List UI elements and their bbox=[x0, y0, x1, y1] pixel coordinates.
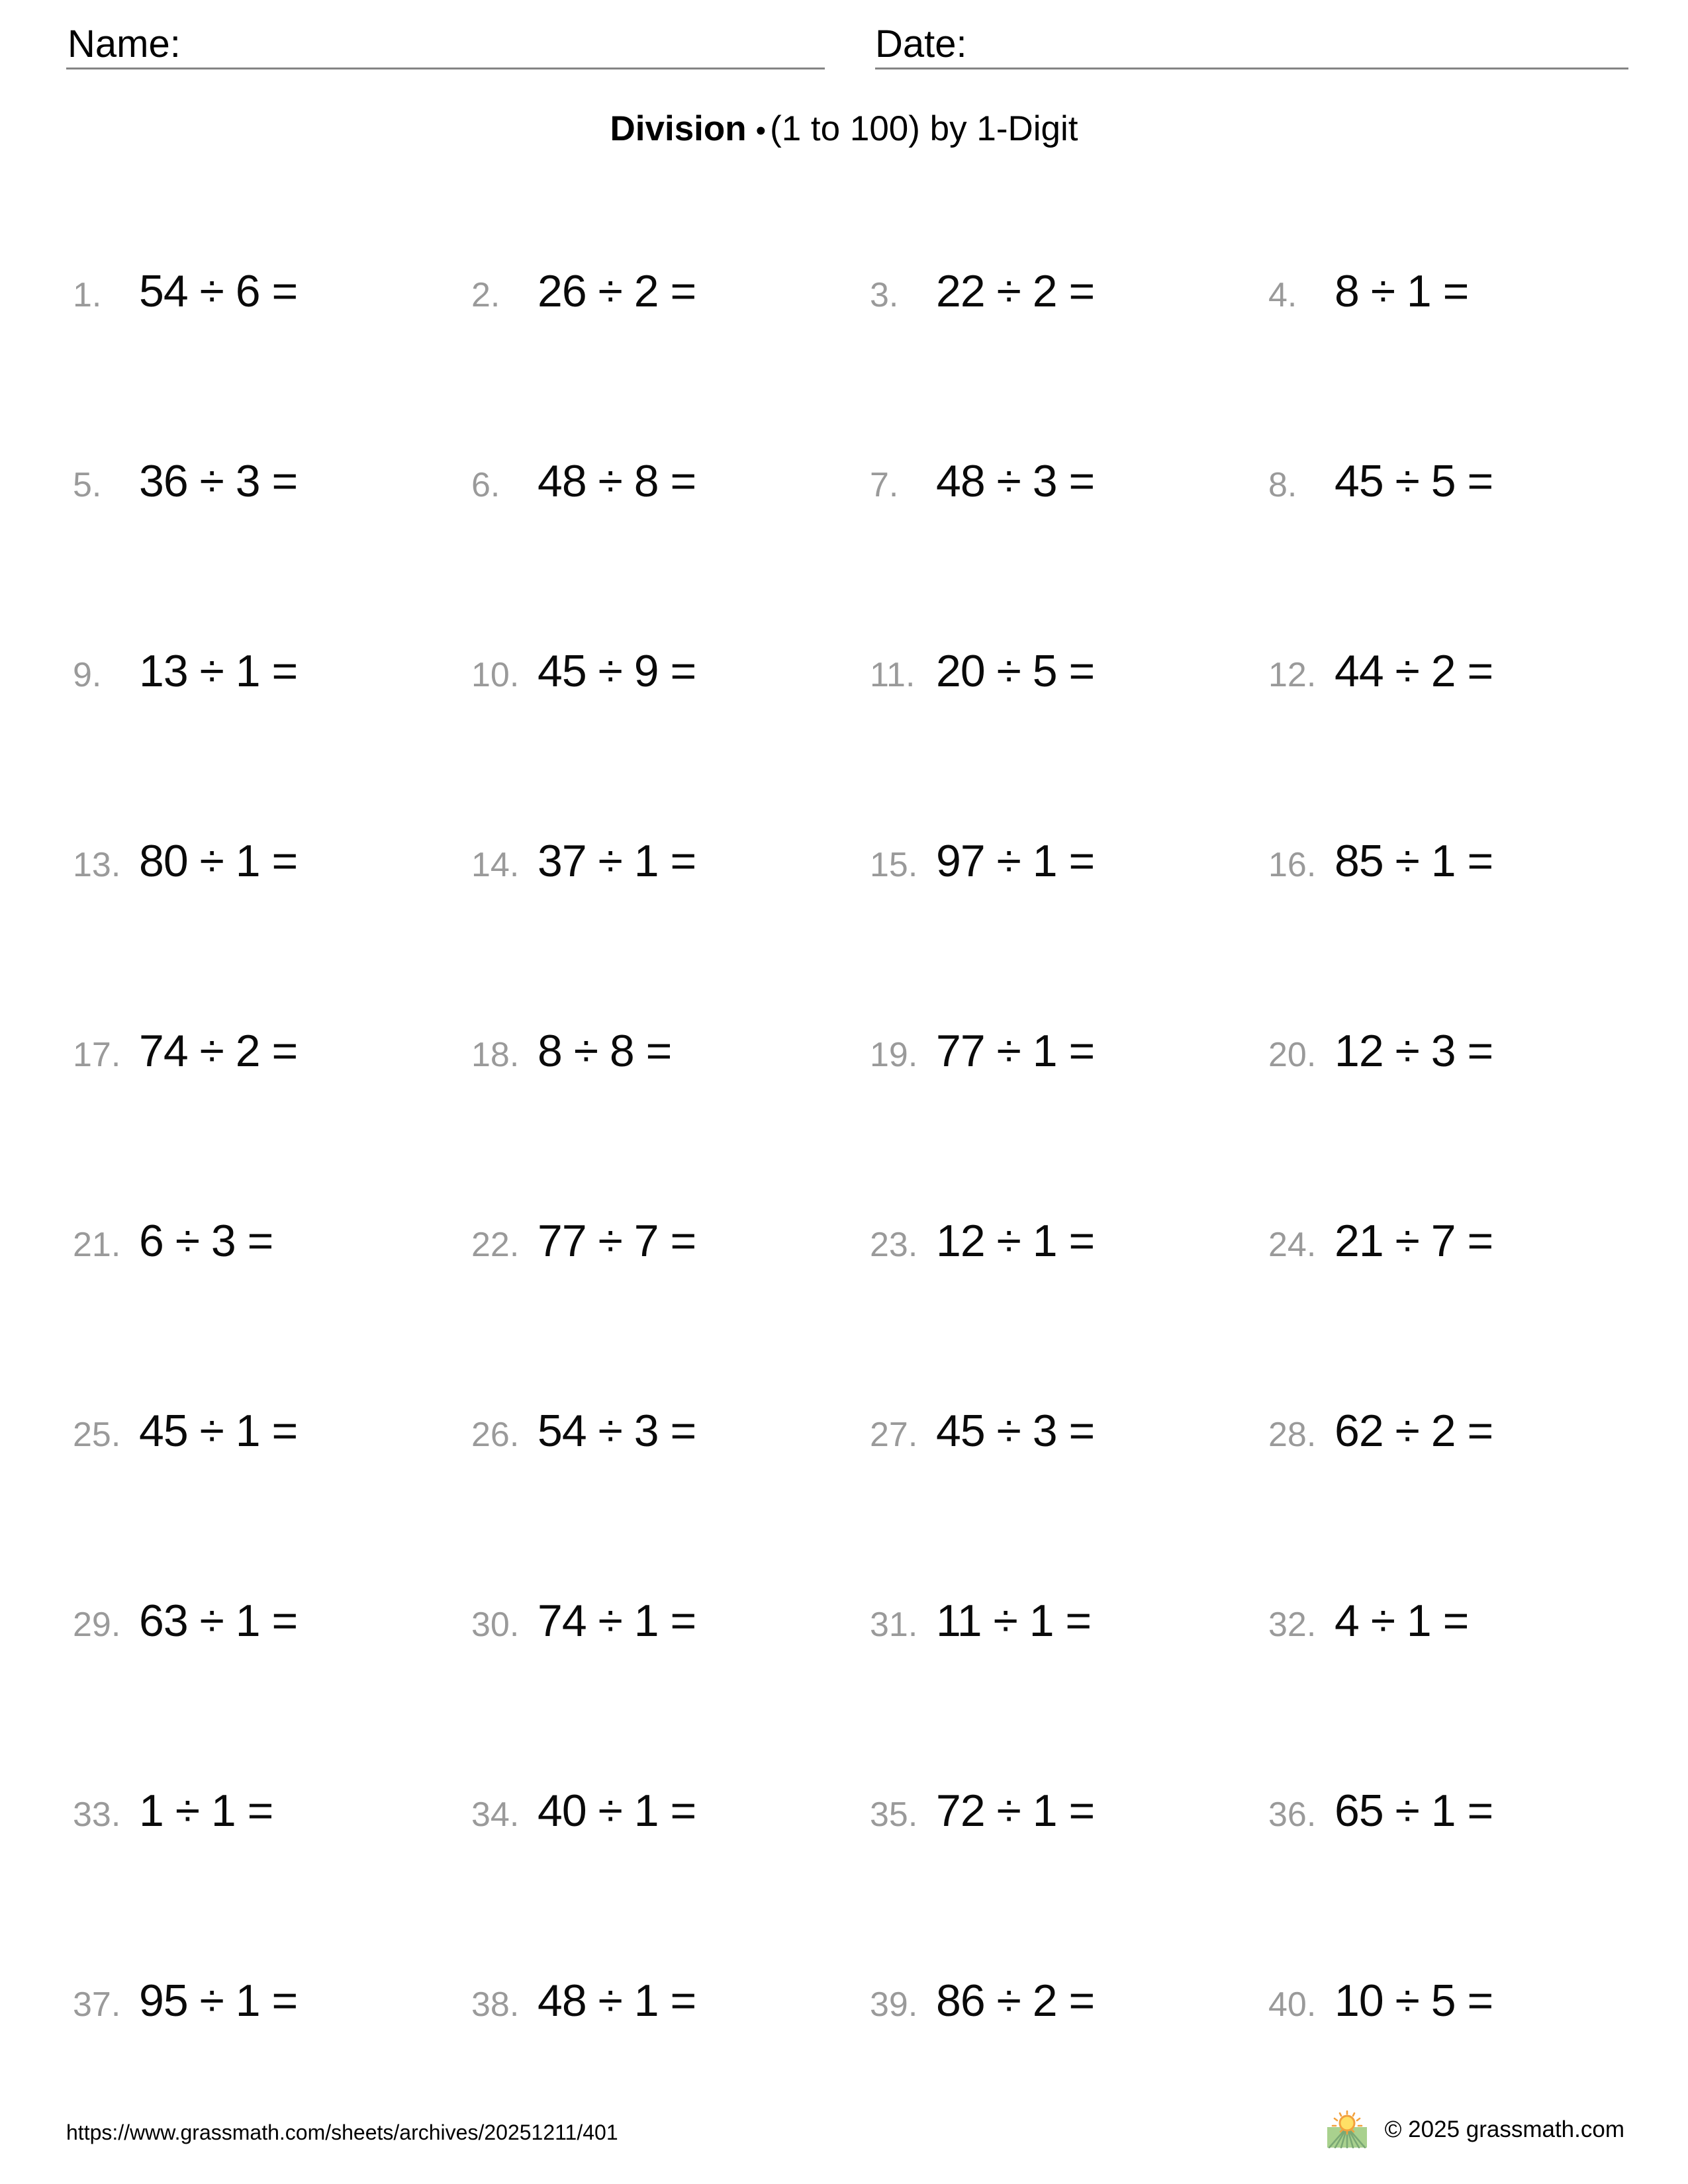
problem-cell bbox=[1268, 1400, 1667, 1590]
problem-cell bbox=[73, 450, 471, 640]
problem-number: 27. bbox=[870, 1416, 918, 1454]
problem-number: 24. bbox=[1268, 1226, 1317, 1264]
problem-cell bbox=[870, 1780, 1268, 1970]
problem-number: 1. bbox=[73, 276, 102, 314]
problem-expression: 40 ÷ 1 = bbox=[538, 1786, 696, 1836]
problem-cell bbox=[471, 1590, 870, 1780]
title-bullet: • bbox=[755, 114, 767, 147]
problem-expression: 6 ÷ 3 = bbox=[139, 1216, 273, 1266]
problem-expression: 13 ÷ 1 = bbox=[139, 646, 298, 696]
problem-expression: 1 ÷ 1 = bbox=[139, 1786, 273, 1836]
problem-number: 2. bbox=[471, 276, 500, 314]
problem-number: 22. bbox=[471, 1226, 520, 1264]
problem-number: 40. bbox=[1268, 1985, 1317, 2024]
problem-expression: 45 ÷ 5 = bbox=[1335, 456, 1493, 506]
problem-number: 26. bbox=[471, 1416, 520, 1454]
problem-cell bbox=[1268, 830, 1667, 1020]
date-label: Date: bbox=[875, 23, 967, 66]
problem-number: 18. bbox=[471, 1036, 520, 1074]
problem-cell bbox=[1268, 1780, 1667, 1970]
problems-grid bbox=[73, 260, 1667, 2160]
problem-cell bbox=[73, 1780, 471, 1970]
problem-expression: 97 ÷ 1 = bbox=[936, 836, 1095, 886]
problem-cell bbox=[471, 1780, 870, 1970]
date-blank-line bbox=[875, 68, 1628, 69]
problem-number: 13. bbox=[73, 846, 121, 884]
problem-expression: 48 ÷ 3 = bbox=[936, 456, 1095, 506]
problem-cell bbox=[870, 1400, 1268, 1590]
problem-number: 21. bbox=[73, 1226, 121, 1264]
problem-number: 9. bbox=[73, 656, 102, 694]
problem-number: 20. bbox=[1268, 1036, 1317, 1074]
problem-cell bbox=[870, 1210, 1268, 1400]
problem-expression: 11 ÷ 1 = bbox=[936, 1596, 1092, 1646]
problem-cell bbox=[870, 1590, 1268, 1780]
problem-number: 34. bbox=[471, 1796, 520, 1834]
problem-expression: 48 ÷ 8 = bbox=[538, 456, 696, 506]
problem-cell bbox=[471, 260, 870, 450]
problem-cell bbox=[870, 830, 1268, 1020]
worksheet-title-main: Division bbox=[610, 109, 747, 148]
problem-cell bbox=[1268, 1590, 1667, 1780]
problem-cell bbox=[870, 260, 1268, 450]
problem-expression: 20 ÷ 5 = bbox=[936, 646, 1095, 696]
problem-number: 29. bbox=[73, 1606, 121, 1644]
problem-cell bbox=[1268, 1210, 1667, 1400]
problem-number: 6. bbox=[471, 466, 500, 504]
problem-number: 5. bbox=[73, 466, 102, 504]
problem-cell bbox=[870, 450, 1268, 640]
problem-cell bbox=[73, 1400, 471, 1590]
problem-cell bbox=[471, 1210, 870, 1400]
problem-expression: 8 ÷ 1 = bbox=[1335, 266, 1469, 316]
problem-number: 4. bbox=[1268, 276, 1297, 314]
problem-cell bbox=[870, 1970, 1268, 2160]
problem-expression: 44 ÷ 2 = bbox=[1335, 646, 1493, 696]
problem-expression: 77 ÷ 1 = bbox=[936, 1026, 1095, 1076]
problem-number: 7. bbox=[870, 466, 899, 504]
problem-cell bbox=[1268, 450, 1667, 640]
name-blank-line bbox=[66, 68, 825, 69]
name-label: Name: bbox=[68, 23, 181, 66]
problem-number: 11. bbox=[870, 656, 915, 694]
problem-cell bbox=[870, 640, 1268, 830]
problem-number: 12. bbox=[1268, 656, 1317, 694]
problem-expression: 10 ÷ 5 = bbox=[1335, 1976, 1493, 2026]
problem-cell bbox=[1268, 260, 1667, 450]
problem-expression: 12 ÷ 1 = bbox=[936, 1216, 1095, 1266]
problem-expression: 45 ÷ 3 = bbox=[936, 1406, 1095, 1456]
problem-expression: 4 ÷ 1 = bbox=[1335, 1596, 1469, 1646]
problem-expression: 54 ÷ 6 = bbox=[139, 266, 298, 316]
problem-expression: 63 ÷ 1 = bbox=[139, 1596, 298, 1646]
footer-url: https://www.grassmath.com/sheets/archives/20251211/401 bbox=[66, 2120, 618, 2144]
problem-number: 8. bbox=[1268, 466, 1297, 504]
problem-number: 36. bbox=[1268, 1796, 1317, 1834]
problem-expression: 12 ÷ 3 = bbox=[1335, 1026, 1493, 1076]
worksheet-title-subtitle: (1 to 100) by 1-Digit bbox=[770, 109, 1078, 148]
problem-cell bbox=[471, 450, 870, 640]
problem-number: 3. bbox=[870, 276, 899, 314]
problem-number: 35. bbox=[870, 1796, 918, 1834]
problem-number: 17. bbox=[73, 1036, 121, 1074]
problem-expression: 95 ÷ 1 = bbox=[139, 1976, 298, 2026]
problem-number: 15. bbox=[870, 846, 918, 884]
problem-number: 39. bbox=[870, 1985, 918, 2024]
problem-cell bbox=[1268, 640, 1667, 830]
problem-cell bbox=[73, 1590, 471, 1780]
problem-expression: 85 ÷ 1 = bbox=[1335, 836, 1493, 886]
problem-cell bbox=[870, 1020, 1268, 1210]
footer-branding bbox=[1327, 2110, 1624, 2148]
problem-number: 30. bbox=[471, 1606, 520, 1644]
problem-expression: 8 ÷ 8 = bbox=[538, 1026, 672, 1076]
problem-number: 37. bbox=[73, 1985, 121, 2024]
problem-number: 38. bbox=[471, 1985, 520, 2024]
problem-number: 25. bbox=[73, 1416, 121, 1454]
problem-expression: 22 ÷ 2 = bbox=[936, 266, 1095, 316]
problem-expression: 72 ÷ 1 = bbox=[936, 1786, 1095, 1836]
worksheet-title bbox=[0, 110, 1688, 148]
problem-cell bbox=[73, 1210, 471, 1400]
problem-number: 28. bbox=[1268, 1416, 1317, 1454]
problem-expression: 45 ÷ 1 = bbox=[139, 1406, 298, 1456]
problem-expression: 37 ÷ 1 = bbox=[538, 836, 696, 886]
problem-cell bbox=[471, 830, 870, 1020]
problem-expression: 77 ÷ 7 = bbox=[538, 1216, 696, 1266]
problem-number: 19. bbox=[870, 1036, 918, 1074]
problem-number: 14. bbox=[471, 846, 520, 884]
problem-number: 33. bbox=[73, 1796, 121, 1834]
problem-expression: 86 ÷ 2 = bbox=[936, 1976, 1095, 2026]
problem-expression: 74 ÷ 2 = bbox=[139, 1026, 298, 1076]
problem-expression: 80 ÷ 1 = bbox=[139, 836, 298, 886]
problem-cell bbox=[73, 1020, 471, 1210]
problem-expression: 48 ÷ 1 = bbox=[538, 1976, 696, 2026]
footer-copyright: © 2025 grassmath.com bbox=[1384, 2116, 1624, 2142]
problem-expression: 74 ÷ 1 = bbox=[538, 1596, 696, 1646]
problem-cell bbox=[73, 640, 471, 830]
problem-expression: 54 ÷ 3 = bbox=[538, 1406, 696, 1456]
problem-expression: 45 ÷ 9 = bbox=[538, 646, 696, 696]
sun-over-field-icon bbox=[1327, 2110, 1368, 2148]
problem-cell bbox=[471, 1020, 870, 1210]
problem-cell bbox=[1268, 1020, 1667, 1210]
problem-expression: 26 ÷ 2 = bbox=[538, 266, 696, 316]
problem-cell bbox=[73, 830, 471, 1020]
problem-number: 23. bbox=[870, 1226, 918, 1264]
problem-expression: 36 ÷ 3 = bbox=[139, 456, 298, 506]
problem-cell bbox=[471, 640, 870, 830]
problem-cell bbox=[73, 260, 471, 450]
problem-cell bbox=[471, 1400, 870, 1590]
problem-expression: 62 ÷ 2 = bbox=[1335, 1406, 1493, 1456]
problem-expression: 65 ÷ 1 = bbox=[1335, 1786, 1493, 1836]
problem-number: 32. bbox=[1268, 1606, 1317, 1644]
problem-number: 31. bbox=[870, 1606, 918, 1644]
problem-number: 16. bbox=[1268, 846, 1317, 884]
problem-number: 10. bbox=[471, 656, 520, 694]
problem-expression: 21 ÷ 7 = bbox=[1335, 1216, 1493, 1266]
